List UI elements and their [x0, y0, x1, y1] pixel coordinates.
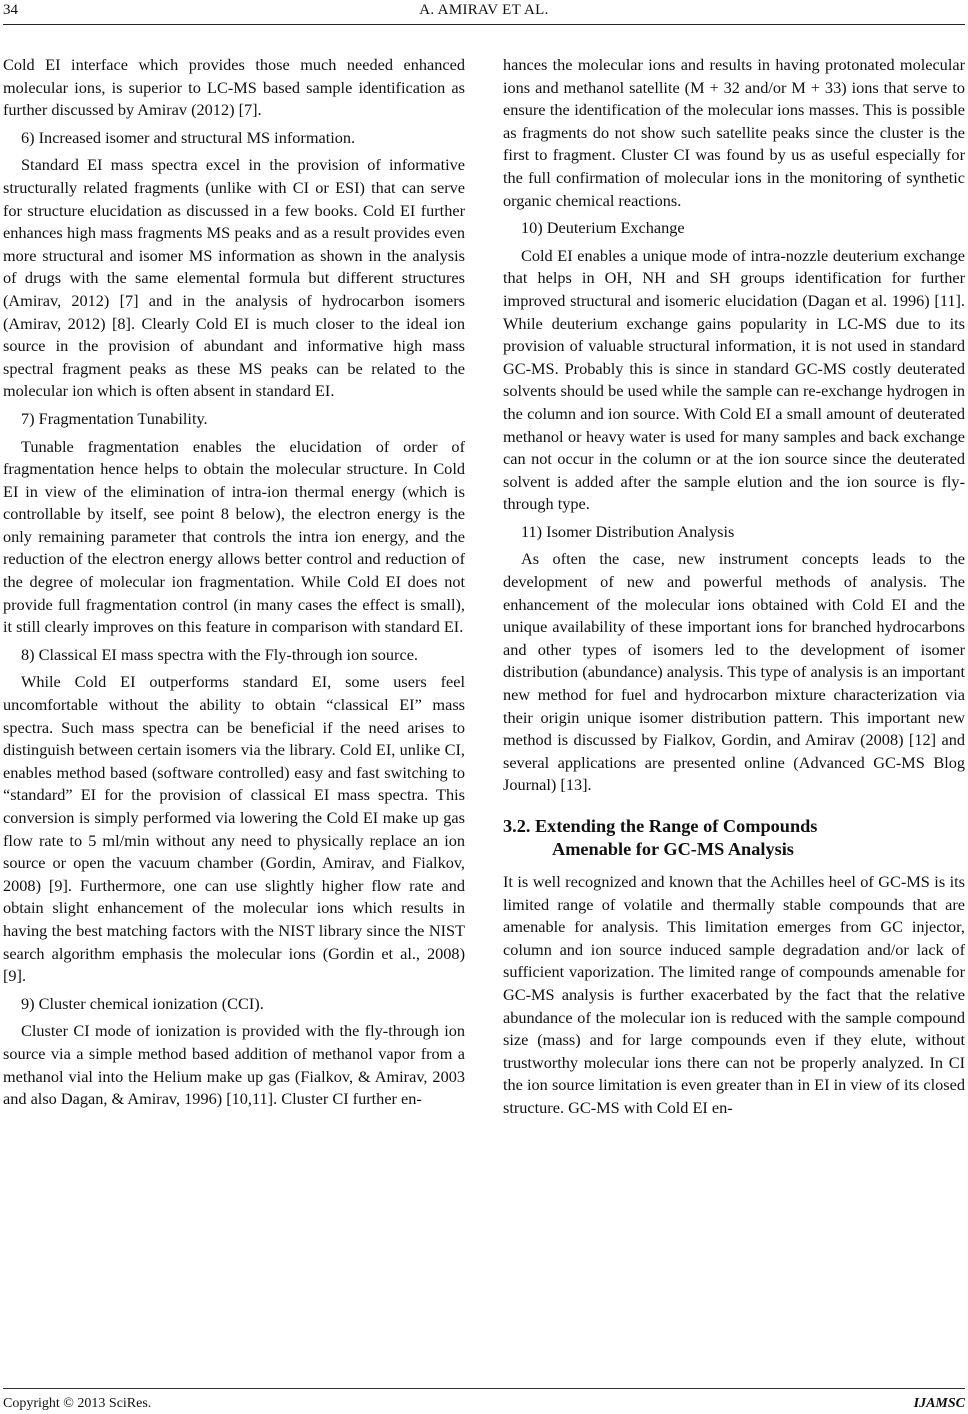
header-rule — [3, 24, 965, 25]
paragraph: It is well recognized and known that the Achilles heel of GC-MS is its limited range of volatile and thermally stable compounds that are amenable for analysis. This limitation emerges from GC injector, column and ion source induced sample degradation and/or lack of sufficient vaporization. The limited range of compounds amenable for GC-MS analysis is further exacerbated by the fact that the relative abundance of the molecular ion is reduced with the sample compound size (mass) and for large compounds even if they elute, without trustworthy molecular ions there can not be properly analyzed. In CI the ion source limitation is even greater than in EI in view of its closed structure. GC-MS with Cold EI en- — [503, 872, 965, 1117]
section-title-line2: Amenable for GC-MS Analysis — [552, 839, 794, 859]
copyright-notice: Copyright © 2013 SciRes. — [3, 1396, 152, 1411]
paragraph: Cold EI enables a unique mode of intra-nozzle deuterium exchange that helps in OH, NH and SH groups identification for further improved structural and isomeric elucidation (Dagan et al. 1996) [11]. While deuterium exchange gains popularity in LC-MS due to its provision of valuable structural information, it is not used in standard GC-MS. Probably this is since in standard GC-MS costly deuterated solvents should be used while the sample can re-exchange hydrogen in the column and ion source. With Cold EI a small amount of deuterated methanol or heavy water is used for many samples and back exchange can not occur in the column or at the ion source since the deuterated solvent is added after the sample elution and the ion source is fly-through type. — [503, 245, 965, 514]
page-number: 34 — [3, 2, 18, 18]
list-item-heading: 10) Deuterium Exchange — [521, 218, 685, 238]
paragraph: Cluster CI mode of ionization is provided with the fly-through ion source via a simple method based addition of methanol vapor from a methanol vial into the Helium make up gas (Fialkov, & Amirav, 2003 and also Dagan, & Amirav, 1996) [10,11]. Cluster CI further en- — [3, 1021, 465, 1109]
list-item-heading: 9) Cluster chemical ionization (CCI). — [21, 993, 264, 1013]
paragraph: As often the case, new instrument concepts leads to the development of new and powerful methods of analysis. The enhancement of the molecular ions obtained with Cold EI and the unique availability of these important ions for branched hydrocarbons and other types of isomers led to the development of isomer distribution (abundance) analysis. This type of analysis is an important new method for fuel and hydrocarbon mixture characterization via their origin unique isomer distribution pattern. This important new method is discussed by Fialkov, Gordin, and Amirav (2008) [12] and several applications are presented online (Advanced GC-MS Blog Journal) [13]. — [503, 549, 965, 795]
list-item-heading: 7) Fragmentation Tunability. — [21, 408, 208, 428]
section-title-line1: 3.2. Extending the Range of Compounds — [503, 816, 818, 836]
list-item-heading: 8) Classical EI mass spectra with the Fly-through ion source. — [21, 644, 418, 664]
paragraph: hances the molecular ions and results in having protonated molecular ions and methanol satellite (M + 32 and/or M + 33) ions that serve to ensure the identification of the molecular ions masses. This is possible as fragments do not show such satellite peaks since the cluster is the first to fragment. Cluster CI was found by us as useful especially for the full confirmation of molecular ions in the monitoring of synthetic organic chemical reactions. — [503, 55, 965, 210]
left-column — [3, 54, 465, 1116]
paragraph: While Cold EI outperforms standard EI, some users feel uncomfortable without the ability to obtain “classical EI” mass spectra. Such mass spectra can be beneficial if the need arises to distinguish between certain isomers via the library. Cold EI, unlike CI, enables method based (software controlled) easy and fast switching to “standard” EI for the provision of classical EI mass spectra. This conversion is simply performed via lowering the Cold EI make up gas flow rate to 5 ml/min without any need to physically replace an ion source or open the vacuum chamber (Gordin, Amirav, and Fialkov, 2008) [9]. Furthermore, one can use slightly higher flow rate and obtain slight enhancement of the molecular ions which results in having the best matching factors with the NIST library since the NIST search algorithm emphasis the molecular ions (Gordin et al., 2008) [9]. — [3, 672, 465, 986]
paragraph: Cold EI interface which provides those much needed enhanced molecular ions, is superior to LC-MS based sample identification as further discussed by Amirav (2012) [7]. — [3, 55, 465, 120]
section-heading — [503, 815, 965, 861]
footer-rule — [3, 1388, 965, 1389]
running-header-authors: A. AMIRAV ET AL. — [419, 2, 549, 18]
journal-abbreviation: IJAMSC — [913, 1396, 965, 1411]
paragraph: Tunable fragmentation enables the elucidation of order of fragmentation hence helps to obtain the molecular structure. In Cold EI in view of the elimination of intra-ion thermal energy (which is controllable by itself, see point 8 below), the electron energy is the only remaining parameter that controls the intra ion energy, and the reduction of the electron energy allows better control and reduction of the degree of molecular ion fragmentation. While Cold EI does not provide full fragmentation control (in many cases the effect is small), it still clearly improves on this feature in comparison with standard EI. — [3, 436, 465, 637]
list-item-heading: 6) Increased isomer and structural MS information. — [21, 127, 356, 147]
list-item-heading: 11) Isomer Distribution Analysis — [521, 521, 735, 541]
right-column — [503, 54, 965, 1125]
paragraph: Standard EI mass spectra excel in the provision of informative structurally related fragments (unlike with CI or ESI) that can serve for structure elucidation as discussed in a few books. Cold EI further enhances high mass fragments MS peaks and as a result provides even more structural and isomer MS information as shown in the analysis of drugs with the same elemental formula but different structures (Amirav, 2012) [7] and in the analysis of hydrocarbon isomers (Amirav, 2012) [8]. Clearly Cold EI is much closer to the ideal ion source in the provision of abundant and informative high mass spectral fragment peaks as these MS peaks can be related to the molecular ion which is often absent in standard EI. — [3, 155, 465, 401]
